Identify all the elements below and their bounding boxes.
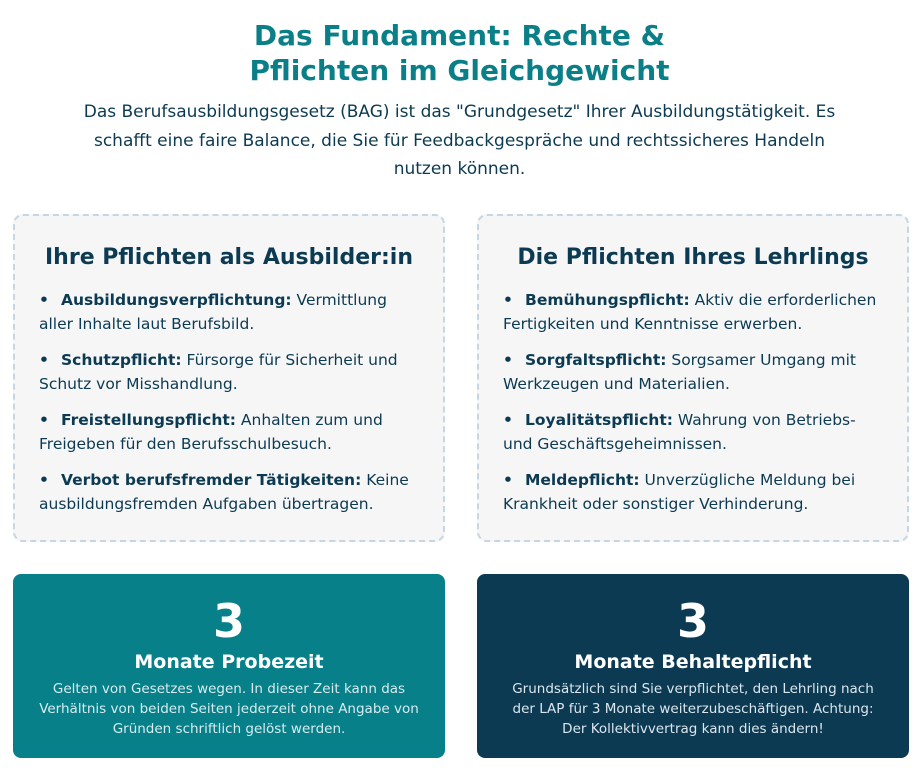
duty-term: Bemühungspflicht: — [525, 291, 690, 309]
trainer-duties-heading: Ihre Pflichten als Ausbilder:in — [45, 245, 413, 270]
stat-number: 3 — [676, 594, 709, 648]
bullet-icon: • — [39, 471, 49, 489]
duty-term: Sorgfaltspflicht: — [525, 351, 667, 369]
bullet-icon: • — [39, 411, 49, 429]
stat-label: Monate Behaltepflicht — [574, 651, 812, 673]
bullet-icon: • — [503, 471, 513, 489]
duty-text: Aktiv die erforderlichen Fertigkeiten und Kenntnisse erwerben. — [503, 291, 877, 333]
list-item — [503, 408, 883, 456]
list-item — [503, 348, 883, 396]
apprentice-duties-card — [477, 214, 909, 542]
retention-stat-card — [477, 574, 909, 758]
duty-term: Verbot berufsfremder Tätigkeiten: — [61, 471, 362, 489]
list-item — [503, 288, 883, 336]
duty-text: Wahrung von Betriebs- und Geschäftsgeheimnissen. — [503, 411, 856, 453]
intro-text: Das Berufsausbildungsgesetz (BAG) ist das "Grundgesetz" Ihrer Ausbildungstätigkeit. Es schafft eine faire Balance, die Sie für Feedbackgespräche und rechtssicheres Handeln nutzen können. — [83, 102, 836, 179]
probation-stat-card — [13, 574, 445, 758]
list-item — [39, 348, 419, 396]
apprentice-duties-list — [503, 288, 883, 516]
list-item — [39, 288, 419, 336]
apprentice-duties-heading: Die Pflichten Ihres Lehrlings — [517, 245, 869, 270]
trainer-duties-card — [13, 214, 445, 542]
bullet-icon: • — [39, 291, 49, 309]
duty-text: Unverzügliche Meldung bei Krankheit oder sonstiger Verhinderung. — [503, 471, 856, 513]
list-item — [503, 468, 883, 516]
list-item — [39, 468, 419, 516]
duty-text: Anhalten zum und Freigeben für den Berufsschulbesuch. — [39, 411, 383, 453]
duty-text: Fürsorge für Sicherheit und Schutz vor Misshandlung. — [39, 351, 398, 393]
page-title: Das Fundament: Rechte & Pflichten im Gleichgewicht — [249, 19, 670, 87]
duty-term: Schutzpflicht: — [61, 351, 182, 369]
trainer-duties-list — [39, 288, 419, 516]
duty-text: Keine ausbildungsfremden Aufgaben übertragen. — [39, 471, 409, 513]
duty-term: Loyalitätspflicht: — [525, 411, 673, 429]
duty-term: Freistellungspflicht: — [61, 411, 236, 429]
bullet-icon: • — [503, 351, 513, 369]
stat-description: Grundsätzlich sind Sie verpflichtet, den Lehrling nach der LAP für 3 Monate weiterzubeschäftigen. Achtung: Der Kollektivvertrag kann dies ändern! — [512, 681, 874, 737]
bullet-icon: • — [503, 291, 513, 309]
stat-label: Monate Probezeit — [134, 651, 324, 673]
duty-text: Sorgsamer Umgang mit Werkzeugen und Materialien. — [503, 351, 856, 393]
duty-term: Meldepflicht: — [525, 471, 640, 489]
duty-text: Vermittlung aller Inhalte laut Berufsbild. — [39, 291, 387, 333]
list-item — [39, 408, 419, 456]
bullet-icon: • — [503, 411, 513, 429]
bullet-icon: • — [39, 351, 49, 369]
stat-number: 3 — [212, 594, 245, 648]
stat-description: Gelten von Gesetzes wegen. In dieser Zeit kann das Verhältnis von beiden Seiten jederzeit ohne Angabe von Gründen schriftlich gelöst werden. — [39, 681, 419, 737]
duty-term: Ausbildungsverpflichtung: — [61, 291, 292, 309]
